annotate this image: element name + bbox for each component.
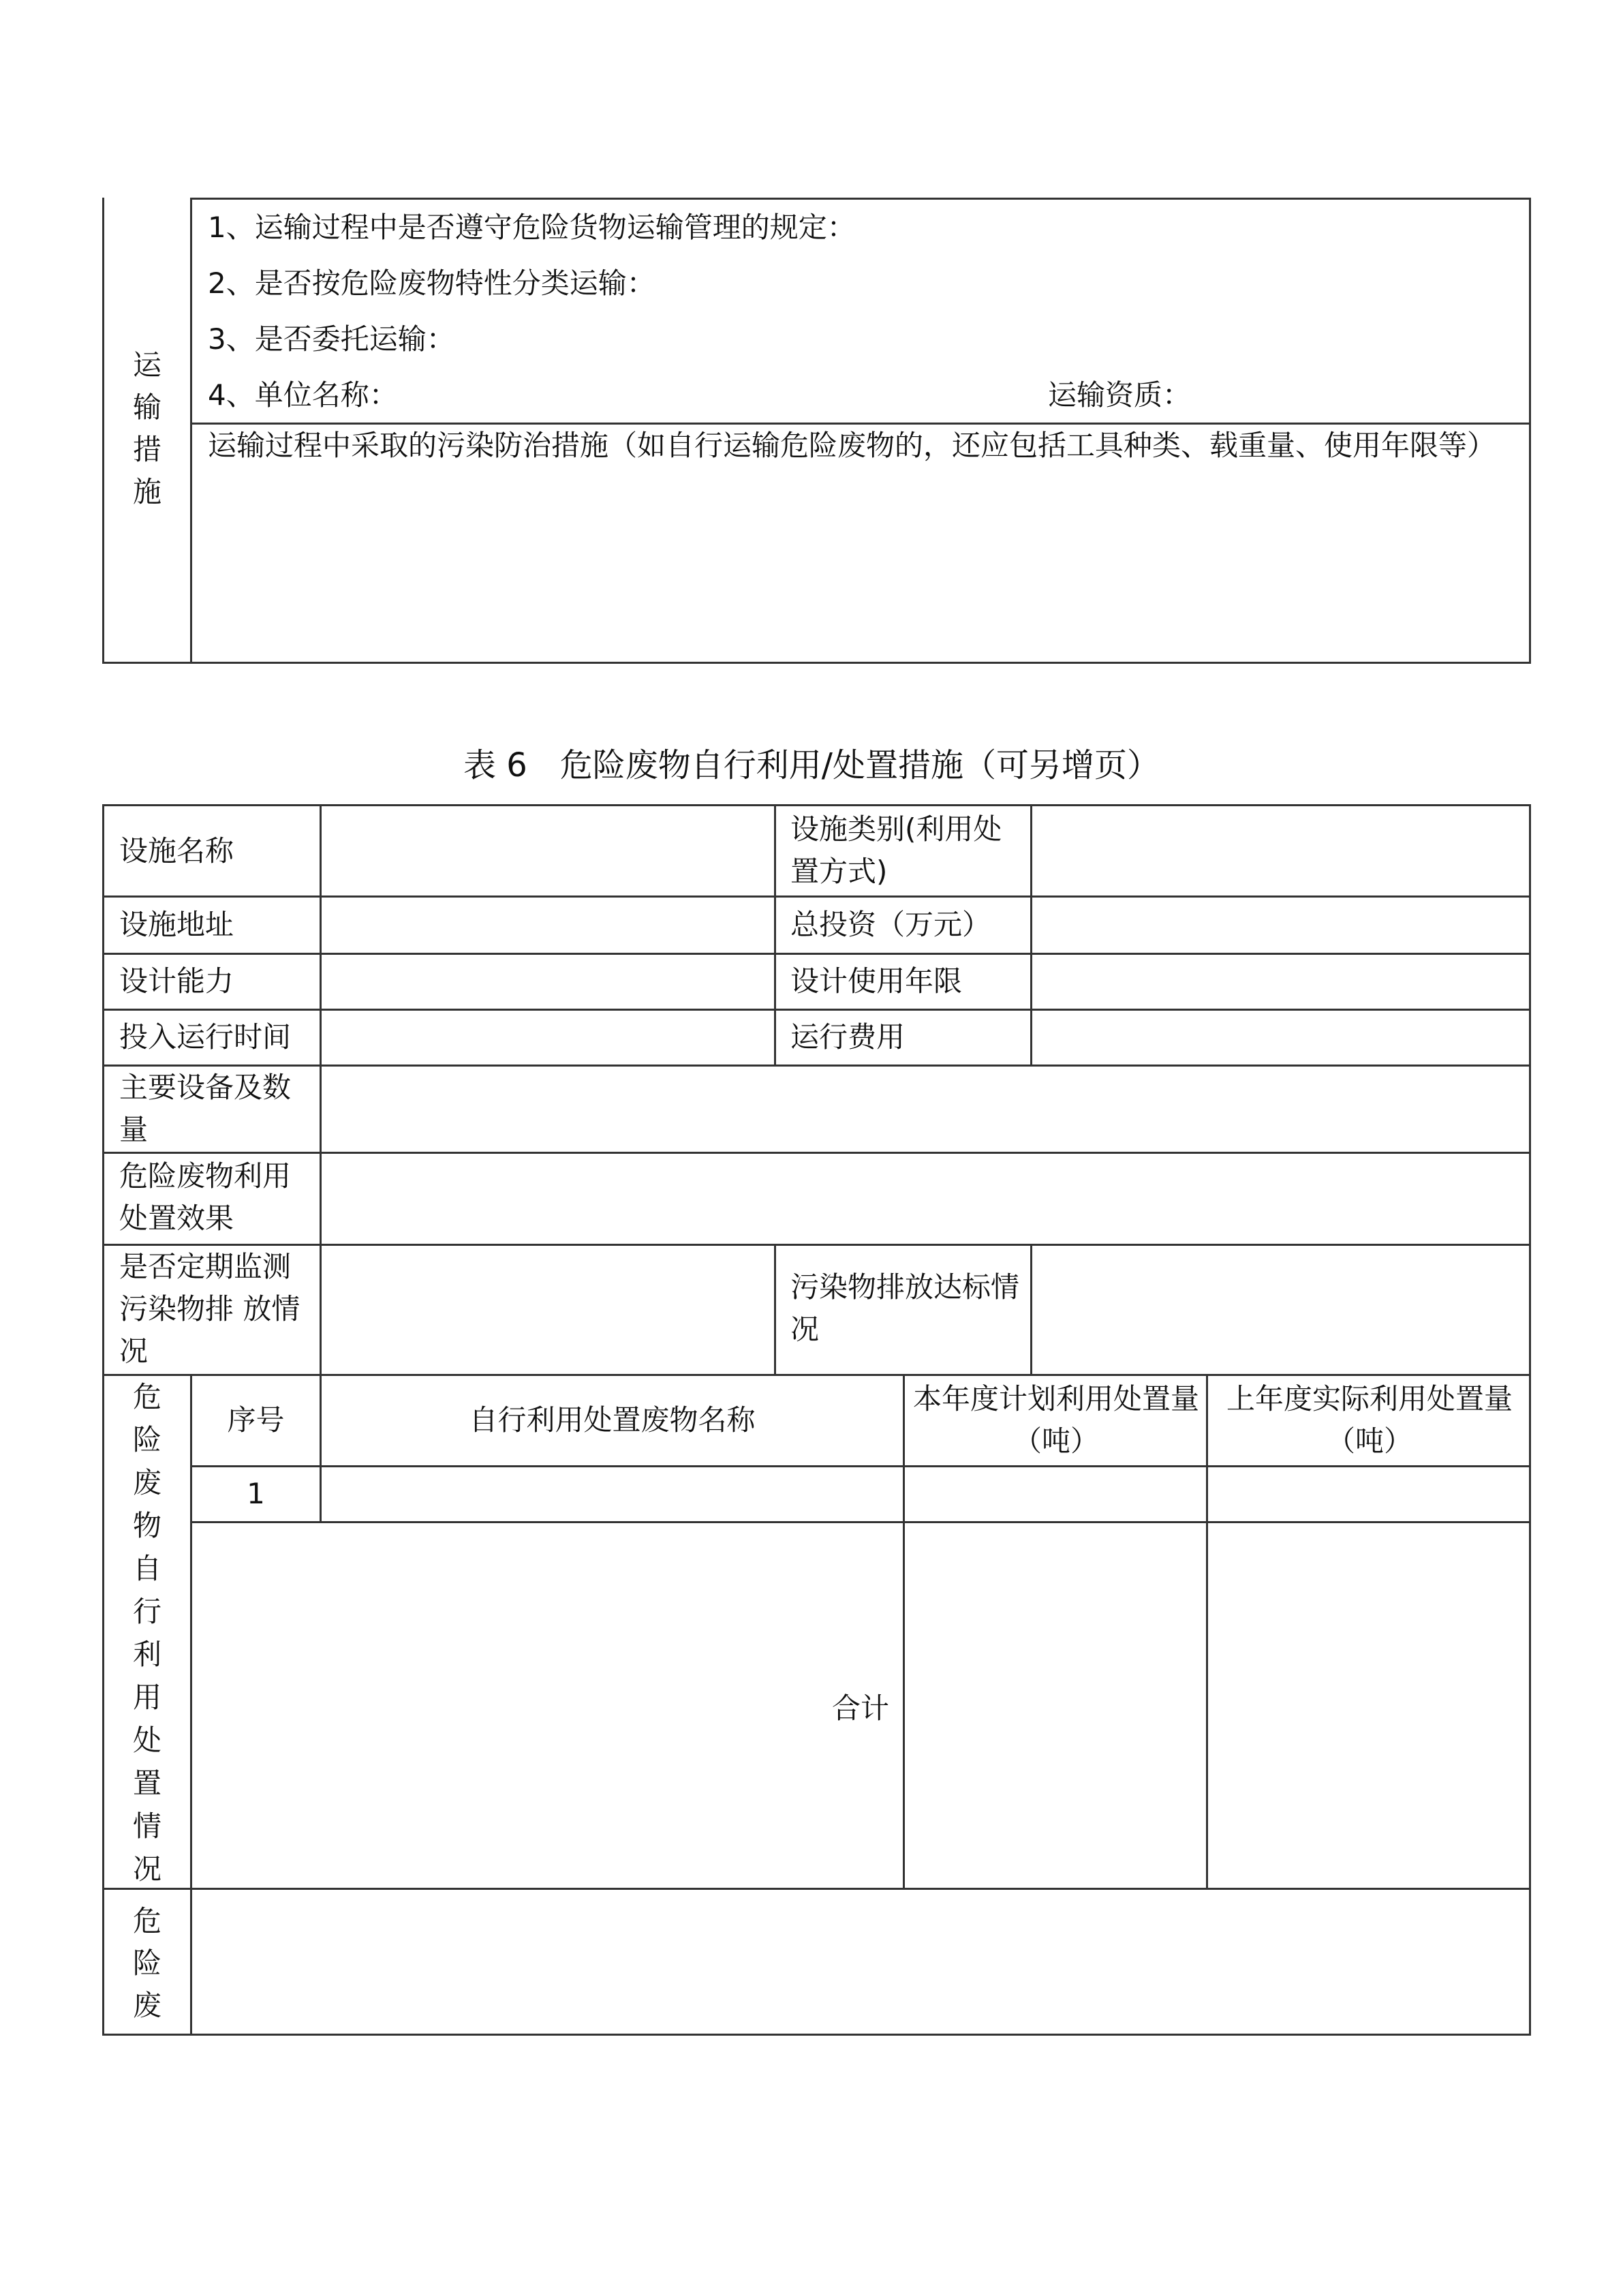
- side-char: 施: [132, 475, 161, 508]
- side-char: 置: [132, 1766, 161, 1800]
- border: [320, 804, 322, 1374]
- side-char: 用: [132, 1681, 161, 1714]
- label-emission-standard: 污染物排放达标情况: [790, 1270, 1020, 1346]
- transport-side-label: [127, 344, 168, 513]
- border: [1529, 198, 1531, 664]
- border: [320, 1374, 322, 1521]
- side-char: 物: [132, 1509, 161, 1542]
- border: [1529, 804, 1531, 2036]
- col-actual-header: 上年度实际利用处置量（吨）: [1226, 1382, 1513, 1458]
- label-total-investment: 总投资（万元）: [790, 908, 991, 941]
- side-char: 险: [132, 1423, 161, 1456]
- side-char: 运: [132, 348, 161, 382]
- border: [102, 953, 1531, 955]
- border: [102, 1152, 1531, 1154]
- table6-title: 表 6 危险废物自行利用/处置措施（可另增页）: [463, 746, 1160, 784]
- border: [102, 896, 1531, 898]
- label-facility-type: 设施类别(利用处置方式): [790, 812, 1002, 888]
- border: [102, 662, 1531, 664]
- side-char: 况: [132, 1852, 161, 1886]
- col-name-header: 自行利用处置废物名称: [469, 1403, 756, 1437]
- border: [102, 1009, 1531, 1011]
- side-char: 处: [132, 1724, 161, 1757]
- border: [774, 804, 776, 1065]
- total-label: 合计: [831, 1692, 889, 1725]
- border: [1030, 1244, 1032, 1374]
- side-char: 利: [132, 1638, 161, 1671]
- label-design-life: 设计使用年限: [790, 964, 963, 998]
- side-char: 废: [132, 1989, 161, 2022]
- label-main-equipment: 主要设备及数量: [119, 1071, 292, 1146]
- col-plan-header: 本年度计划利用处置量（吨）: [913, 1382, 1200, 1458]
- transport-item-1: 1、运输过程中是否遵守危险货物运输管理的规定：: [208, 211, 856, 244]
- transport-item-4: 4、单位名称：: [208, 378, 398, 412]
- label-design-capacity: 设计能力: [119, 964, 234, 998]
- border: [102, 1374, 1531, 1376]
- label-disposal-effect: 危险废物利用处置效果: [119, 1159, 292, 1235]
- label-facility-name: 设施名称: [119, 834, 234, 868]
- transport-item-3: 3、是否委托运输：: [208, 322, 455, 356]
- row1-seq: 1: [247, 1477, 265, 1510]
- bottom-side-label: [127, 1900, 168, 2027]
- side-char: 行: [132, 1595, 161, 1628]
- label-operation-start: 投入运行时间: [119, 1020, 292, 1054]
- border: [102, 1888, 1531, 1890]
- border: [1030, 804, 1032, 1065]
- label-operation-cost: 运行费用: [790, 1020, 906, 1054]
- side-char: 输: [132, 391, 161, 424]
- side-char: 危: [132, 1380, 161, 1413]
- side-char: 措: [132, 433, 161, 466]
- border: [190, 1521, 1531, 1523]
- transport-qualification-label: 运输资质：: [1048, 378, 1192, 412]
- border: [190, 198, 1531, 200]
- transport-item-2: 2、是否按危险废物特性分类运输：: [208, 266, 655, 300]
- transport-measures-text: 运输过程中采取的污染防治措施（如自行运输危险废物的，还应包括工具种类、载重量、使用年限等）: [208, 429, 1496, 462]
- label-monitoring: 是否定期监测污染物排 放情况: [119, 1250, 300, 1368]
- border: [102, 804, 1531, 806]
- self-use-side-label: [127, 1375, 168, 1891]
- border: [1206, 1374, 1208, 1888]
- border: [190, 1465, 1531, 1467]
- border: [190, 198, 192, 664]
- col-seq-header: 序号: [227, 1403, 285, 1437]
- side-char: 废: [132, 1466, 161, 1499]
- border: [774, 1244, 776, 1374]
- border: [102, 2034, 1531, 2036]
- side-char: 情: [132, 1809, 161, 1843]
- side-char: 危: [132, 1904, 161, 1938]
- border: [102, 198, 104, 664]
- border: [903, 1374, 905, 1888]
- side-char: 自: [132, 1552, 161, 1585]
- border: [102, 804, 104, 2036]
- label-facility-address: 设施地址: [119, 908, 234, 941]
- side-char: 险: [132, 1946, 161, 1980]
